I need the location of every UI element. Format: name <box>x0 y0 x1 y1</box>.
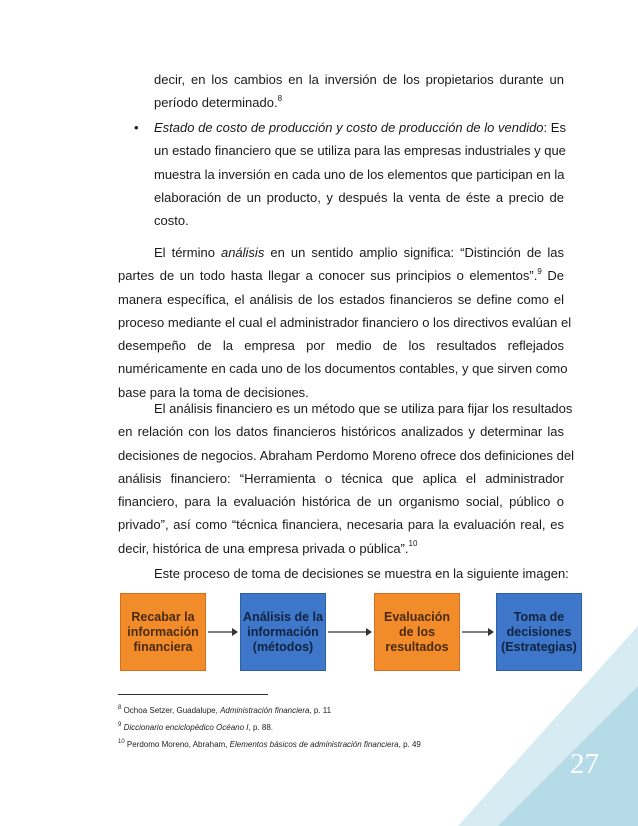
bullet-title: Estado de costo de producción y costo de producción de lo vendido <box>154 120 544 135</box>
diagram-box-analisis: Análisis de la información (métodos) <box>240 593 326 671</box>
text-line: decir, en los cambios en la inversión de los propietarios durante un <box>154 72 564 87</box>
text-line: numéricamente en cada uno de los documentos contables, y que sirven como <box>118 361 568 377</box>
footnote-10: $^{10}$ Perdomo Moreno, Abraham, Elementos básicos de administración financiera, p. 49 <box>118 739 421 749</box>
footnote-ref-9: 9 <box>537 266 542 276</box>
footnote-ref-8: 8 <box>277 93 283 103</box>
emphasis-term: análisis <box>220 245 265 260</box>
text-line: manera específica, el análisis de los estados financieros se define como el <box>118 291 564 307</box>
footnote-9: $^9$ Diccionario enciclopédico Océano I, p. 88. <box>118 722 273 732</box>
text-line: decir, histórica de una empresa privada o pública”.$^{10}$ <box>118 539 418 556</box>
text-line: financiero, para la evaluación histórica de un organismo social, público o <box>118 494 564 510</box>
page-number: 27 <box>570 748 599 780</box>
bullet-icon: • <box>134 120 139 135</box>
text-line: partes de un todo hasta llegar a conocer sus principios o elementos”.$^9$ De <box>118 266 564 284</box>
corner-decoration <box>458 626 638 826</box>
diagram-box-toma-decisiones: Toma de decisiones (Estrategias) <box>496 593 582 671</box>
footnote-ref-10: 10 <box>408 539 418 549</box>
text-line: muestra la inversión en cada uno de los elementos que participan en la <box>154 166 565 182</box>
text-line: período determinado.$^8$ <box>154 93 283 111</box>
text-line: decisiones de negocios. Abraham Perdomo Moreno ofrece dos definiciones del <box>118 447 574 463</box>
arrow-right-icon <box>208 626 238 638</box>
diagram-box-recabar: Recabar la información financiera <box>120 593 206 671</box>
text-line: elaboración de un producto, y después la venta de éste a precio de <box>154 189 564 205</box>
text-line: El término análisis en un sentido amplio significa: “Distinción de las <box>154 245 564 260</box>
text-line: proceso mediante el cual el administrador financiero o los directivos evalúan el <box>118 314 572 330</box>
text-line: un estado financiero que se utiliza para las empresas industriales y que <box>154 143 566 159</box>
diagram-box-evaluacion: Evaluación de los resultados <box>374 593 460 671</box>
text-line: Estado de costo de producción y costo de producción de lo vendido: Es <box>154 120 566 135</box>
footnote-separator <box>118 694 268 695</box>
text-line: análisis financiero: “Herramienta o técnica que aplica el administrador <box>118 470 564 486</box>
footnote-8: $^8$ Ochoa Setzer, Guadalupe, Administración financiera, p. 11 <box>118 705 332 715</box>
text-line: desempeño de la empresa por medio de los resultados reflejados <box>118 338 564 354</box>
arrow-right-icon <box>328 626 372 638</box>
bullet-continuation <box>154 68 564 115</box>
text-line: privado”, así como “técnica financiera, necesaria para la evaluación real, es <box>118 517 564 533</box>
text-line: Este proceso de toma de decisiones se muestra en la siguiente imagen: <box>154 566 569 581</box>
text-line: en relación con los datos financieros históricos analizados y determinar las <box>118 424 564 440</box>
bullet-item <box>154 116 564 232</box>
text-line: costo. <box>154 213 189 229</box>
text-line: El análisis financiero es un método que se utiliza para fijar los resultados <box>154 401 573 416</box>
paragraph-imagen-intro <box>118 562 569 585</box>
paragraph-analisis-financiero <box>118 397 574 560</box>
paragraph-analisis <box>118 241 572 404</box>
text-line: base para la toma de decisiones. <box>118 384 309 400</box>
